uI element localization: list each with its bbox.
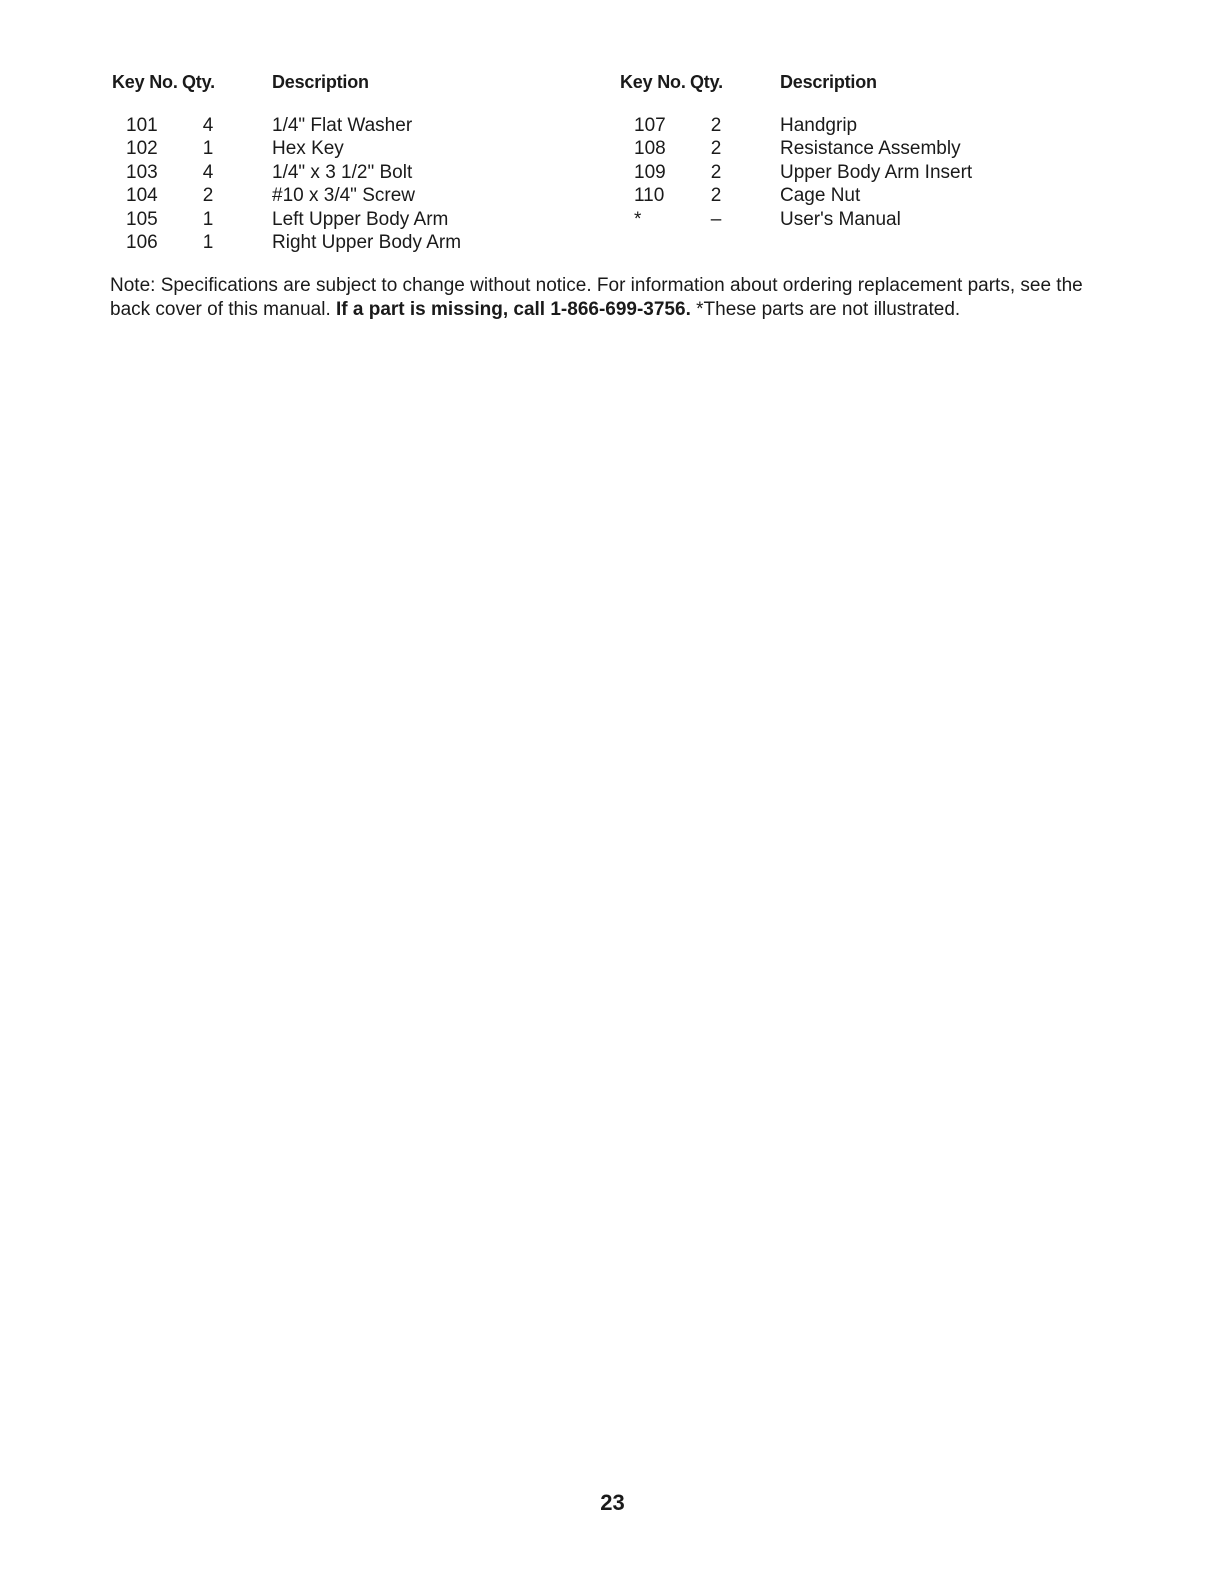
description: Resistance Assembly (780, 138, 961, 160)
key-no: 106 (126, 231, 158, 253)
header-qty: Qty. (182, 72, 215, 92)
description: Hex Key (272, 138, 344, 160)
parts-table-header (620, 68, 1100, 96)
header-key-no: Key No. (620, 72, 686, 92)
parts-table-header (112, 68, 592, 96)
qty: 1 (202, 138, 214, 160)
qty: 2 (710, 138, 722, 160)
key-no: * (634, 208, 642, 230)
table-row (620, 208, 1100, 231)
parts-table-left (112, 68, 592, 254)
qty: 2 (202, 185, 214, 207)
key-no: 104 (126, 185, 158, 207)
table-row (620, 161, 1100, 184)
key-no: 103 (126, 161, 158, 183)
table-row (112, 137, 592, 160)
table-row (620, 114, 1100, 137)
key-no: 109 (634, 161, 666, 183)
table-row (620, 137, 1100, 160)
qty: 1 (202, 231, 214, 253)
description: Left Upper Body Arm (272, 208, 449, 230)
description: User's Manual (780, 208, 901, 230)
qty: 2 (710, 161, 722, 183)
missing-part-phone: If a part is missing, call 1-866-699-3756. (336, 298, 691, 320)
key-no: 105 (126, 208, 158, 230)
key-no: 108 (634, 138, 666, 160)
page-number: 23 (600, 1490, 625, 1515)
table-row (112, 231, 592, 254)
header-key-no: Key No. (112, 72, 178, 92)
description: Cage Nut (780, 185, 861, 207)
description: 1/4" x 3 1/2" Bolt (272, 161, 413, 183)
description: 1/4" Flat Washer (272, 115, 413, 136)
note-text: Note: Specifications are subject to change without notice. For information about ordering replacement parts, see the back cover of this manual. (110, 275, 1083, 320)
header-qty: Qty. (690, 72, 723, 92)
description: Upper Body Arm Insert (780, 161, 973, 183)
key-no: 101 (126, 115, 158, 136)
header-description: Description (780, 72, 877, 92)
description: Handgrip (780, 115, 858, 136)
table-row (112, 161, 592, 184)
parts-table-right (620, 68, 1100, 231)
key-no: 110 (634, 185, 665, 207)
table-row (112, 208, 592, 231)
table-row (112, 184, 592, 207)
qty: 4 (202, 161, 214, 183)
key-no: 102 (126, 138, 158, 160)
qty: 4 (202, 115, 214, 136)
table-row (112, 114, 592, 137)
qty: 2 (710, 115, 722, 136)
parts-rows (620, 114, 1100, 231)
key-no: 107 (634, 115, 666, 136)
qty: 1 (202, 208, 214, 230)
description: Right Upper Body Arm (272, 231, 462, 253)
note-not-illustrated: *These parts are not illustrated. (690, 298, 961, 320)
parts-rows (112, 114, 592, 254)
description: #10 x 3/4" Screw (272, 185, 415, 207)
table-row (620, 184, 1100, 207)
qty: – (710, 208, 722, 230)
header-description: Description (272, 72, 369, 92)
specifications-note (110, 274, 1110, 321)
qty: 2 (710, 185, 722, 207)
